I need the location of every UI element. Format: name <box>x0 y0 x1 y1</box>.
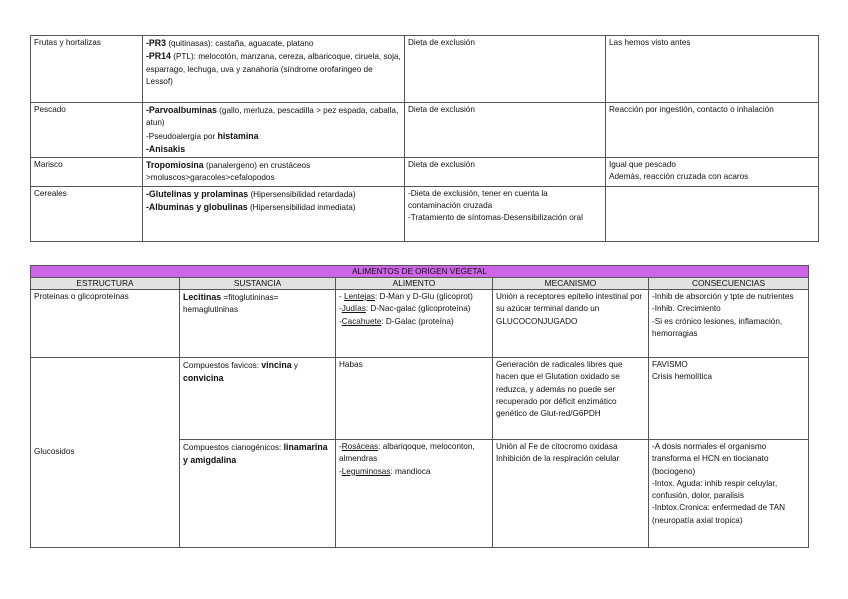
sustancia-cell: Compuestos favicos: vincina y convicina <box>180 358 336 440</box>
plant-foods-table <box>30 265 809 548</box>
table-row <box>31 358 809 440</box>
food-allergy-table <box>30 35 819 242</box>
treatment-cell: -Dieta de exclusión, tener en cuenta la contaminación cruzada -Tratamiento de síntomas-Desensibilización oral <box>405 186 606 241</box>
header-estructura: ESTRUCTURA <box>31 278 180 290</box>
table-row <box>31 186 819 241</box>
category-cell: Pescado <box>31 103 143 158</box>
notes-cell: Las hemos visto antes <box>606 36 819 103</box>
consecuencias-cell: -A dosis normales el organismo transforma el HCN en tiocianato (bociogeno) -Intox. Aguda: inhib respir celuylar, confusión, dolor, paralisis -Inbtox.Cronica: enfermedad de TAN (neuropatía axial tropica) <box>649 440 809 548</box>
header-consecuencias: CONSECUENCIAS <box>649 278 809 290</box>
substance-cell: -Parvoalbuminas (gallo, merluza, pescadilla > pez espada, caballa, atun) -Pseudoalergia por histamina -Anisakis <box>143 103 405 158</box>
alimento-cell: -Rosáceas: albariqoque, meloconton, almendras -Leguminosas: mandioca <box>336 440 493 548</box>
substance-cell: -Glutelinas y prolaminas (Hipersensibilidad retardada) -Albuminas y globulinas (Hipersensibilidad inmediata) <box>143 186 405 241</box>
header-sustancia: SUSTANCIA <box>180 278 336 290</box>
notes-cell: Igual que pescado Además, reacción cruzada con acaros <box>606 158 819 187</box>
glucosidos-cell: Glucosidos <box>31 358 180 548</box>
header-row <box>31 278 809 290</box>
table-row <box>31 36 819 103</box>
sustancia-cell: Compuestos cianogénicos: linamarina y amigdalina <box>180 440 336 548</box>
table-title-row <box>31 266 809 278</box>
estructura-cell: Proteinas o glicoproteínas <box>31 290 180 358</box>
alimento-cell: Habas <box>336 358 493 440</box>
treatment-cell: Dieta de exclusión <box>405 103 606 158</box>
mecanismo-cell: Unión a receptores epitelio intestinal por su azúcar terminal dando un GLUCOCONJUGADO <box>493 290 649 358</box>
sustancia-cell: Lecitinas =fitoglutininas= hemaglutininas <box>180 290 336 358</box>
substance-cell: Tropomiosina (panalergeno) en crustáceos >moluscos>garacoles>cefalopodos <box>143 158 405 187</box>
notes-cell <box>606 186 819 241</box>
table-row <box>31 158 819 187</box>
mecanismo-cell: Unión al Fe de citocromo oxidasa Inhibición de la respiración celular <box>493 440 649 548</box>
category-cell: Cereales <box>31 186 143 241</box>
treatment-cell: Dieta de exclusión <box>405 36 606 103</box>
category-cell: Frutas y hortalizas <box>31 36 143 103</box>
alimento-cell: - Lentejas: D-Man y D-Glu (glicoprot) -Judías: D-Nac-galac (glicoproteína) -Cacahuete: D-Galac (proteína) <box>336 290 493 358</box>
table-title: ALIMENTOS DE ORIGEN VEGETAL <box>31 266 809 278</box>
table-row <box>31 290 809 358</box>
header-mecanismo: MECANISMO <box>493 278 649 290</box>
consecuencias-cell: -Inhib de absorción y tpte de nutrientes -Inhib. Crecimiento -Si es crónico lesiones, inflamación, hemorragias <box>649 290 809 358</box>
header-alimento: ALIMENTO <box>336 278 493 290</box>
consecuencias-cell: FAVISMO Crisis hemolítica <box>649 358 809 440</box>
notes-cell: Reacción por ingestión, contacto o inhalación <box>606 103 819 158</box>
treatment-cell: Dieta de exclusión <box>405 158 606 187</box>
substance-cell: -PR3 (quitinasas): castaña, aguacate, platano -PR14 (PTL): melocotón, manzana, cereza, albaricoque, ciruela, soja, esparrago, lechuga, uva y zanahoria (síndrome orofaringeo de Lessof) <box>143 36 405 103</box>
mecanismo-cell: Generación de radicales libres que hacen que el Glutation oxidado se reduzca, y además no puede ser recuperado por déficit enzimático genético de Glut-red/G6PDH <box>493 358 649 440</box>
category-cell: Marisco <box>31 158 143 187</box>
table-row <box>31 103 819 158</box>
